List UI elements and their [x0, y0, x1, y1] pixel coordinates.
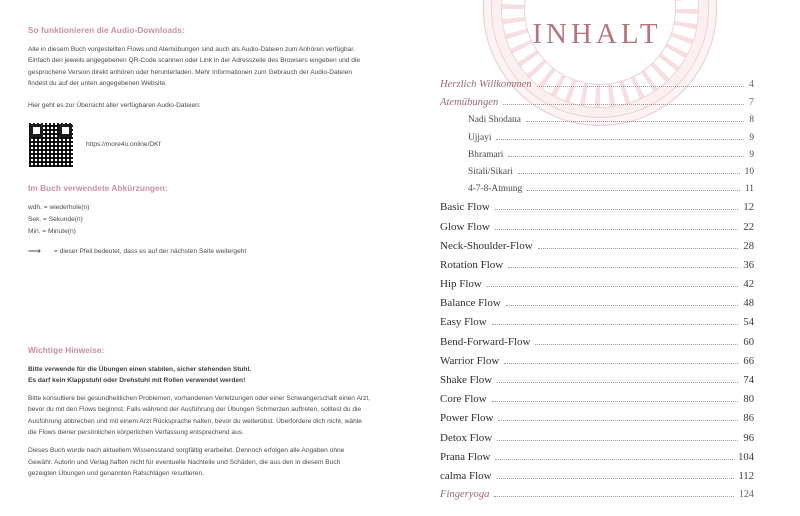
toc-label: Glow Flow — [440, 220, 490, 233]
toc-page-number: 8 — [749, 115, 754, 126]
toc-leader-dots — [495, 458, 733, 460]
toc-entry-easy-flow[interactable] — [440, 316, 754, 328]
toc-leader-dots — [497, 381, 738, 383]
list-item: wdh. = wiederhole(n) — [28, 203, 90, 211]
toc-leader-dots — [503, 103, 744, 105]
toc-entry-detox-flow[interactable] — [440, 432, 754, 444]
page-title: INHALT — [532, 18, 662, 50]
note-bold-line-2: Es darf kein Klappstuhl oder Drehstuhl mit Rollen verwendet werden! — [28, 376, 246, 384]
toc-page-number: 96 — [743, 432, 754, 444]
toc-entry-power-flow[interactable] — [440, 412, 754, 424]
audio-download-url[interactable]: https://more4u.online/DKf — [86, 141, 161, 149]
audio-overview-text: Hier geht es zur Übersicht aller verfügbaren Audio-Dateien: — [28, 102, 201, 110]
important-notes-heading: Wichtige Hinweise: — [28, 345, 105, 355]
toc-page-number: 104 — [738, 451, 754, 463]
toc-label: calma Flow — [440, 469, 492, 482]
toc-entry-prana-flow[interactable] — [440, 451, 754, 463]
note-bold-line-1: Bitte verwende für die Übungen einen stabilen, sicher stehenden Stuhl. — [28, 365, 252, 373]
toc-page-number: 54 — [743, 317, 754, 329]
toc-label: Core Flow — [440, 393, 487, 406]
note-paragraph-disclaimer: Dieses Buch wurde nach aktuellem Wissensstand sorgfältig erarbeitet. Dennoch erfolgen alle Angaben ohne Gewähr. Autorin und Verlag haften nicht für eventuelle Nachteile und Schäden, die aus den in diesem Buch gezeigten Übungen und genannten Ratschlägen resultieren. — [28, 447, 345, 478]
toc-label: Neck-Shoulder-Flow — [440, 239, 533, 252]
toc-leader-dots — [495, 228, 739, 230]
toc-label: Bend-Forward-Flow — [440, 335, 531, 348]
toc-label: Bhramari — [468, 149, 504, 160]
toc-label: Hip Flow — [440, 278, 482, 291]
spacer — [28, 168, 370, 184]
abbreviations-list — [28, 202, 370, 239]
toc-leader-dots — [537, 85, 744, 87]
toc-entry-hip-flow[interactable] — [440, 278, 754, 290]
audio-download-paragraph: Alle in diesem Buch vorgestellten Flows und Atemübungen sind auch als Audio-Dateien zum Anhören verfügbar. Einfach den jeweils angegebenen QR-Code scannen oder Link in der Adresszeile des Browsers eingeben und die gesprochene Version direkt anhören oder herunterladen. Mehr Informationen zum Gebrauch der Audio-Dateien findest du auf der unten angegebenen Website. — [28, 46, 361, 87]
toc-page-number: 28 — [743, 240, 754, 252]
toc-page-number: 66 — [743, 355, 754, 367]
list-item: Sek. = Sekunde(n) — [28, 215, 83, 223]
toc-leader-dots — [538, 247, 739, 249]
qr-row — [28, 122, 370, 168]
toc-entry-warrior-flow[interactable] — [440, 355, 754, 367]
toc-entry-glow-flow[interactable] — [440, 221, 754, 233]
toc-page-number: 4 — [748, 79, 754, 90]
toc-page-number: 124 — [738, 489, 754, 501]
toc-page-number: 74 — [743, 375, 754, 386]
toc-leader-dots — [535, 343, 738, 345]
right-page — [400, 0, 800, 516]
toc-label: Atemübungen — [440, 97, 499, 109]
toc-entry-calma-flow[interactable] — [440, 470, 754, 482]
toc-page-number: 42 — [743, 279, 754, 291]
toc-leader-dots — [487, 285, 739, 287]
toc-label: Basic Flow — [440, 201, 490, 214]
toc-label: Easy Flow — [440, 316, 487, 329]
table-of-contents — [440, 79, 754, 500]
toc-leader-dots — [506, 304, 739, 306]
toc-page-number: 9 — [749, 132, 754, 143]
toc-page-number: 36 — [743, 259, 754, 271]
toc-label: Shake Flow — [440, 374, 493, 386]
toc-entry-4-7-8-atmung[interactable] — [440, 184, 754, 194]
arrow-note — [28, 247, 370, 258]
spacer — [28, 258, 370, 346]
toc-page-number: 86 — [743, 413, 754, 425]
toc-entry-rotation-flow[interactable] — [440, 259, 754, 271]
toc-leader-dots — [492, 323, 739, 325]
toc-entry-fingeryoga[interactable] — [440, 489, 754, 500]
note-paragraph-health: Bitte konsultiere bei gesundheitlichen Problemen, vorhandenen Verletzungen oder einer Schwangerschaft einen Arzt, bevor du mit den Flows beginnst. Falls während der Ausführung der Übungen Schmerzen auftreten, solltest du die Ausführung abbrechen und mit einem Arzt Rücksprache halten, bevor du weiterübst. Überfordere dich nicht, wähle die Flows deiner persönlichen körperlichen Verfassung entsprechend aus. — [28, 395, 370, 437]
abbreviations-heading: Im Buch verwendete Abkürzungen: — [28, 183, 168, 193]
toc-entry-shake-flow[interactable] — [440, 374, 754, 386]
toc-leader-dots — [527, 189, 740, 191]
spacer — [28, 89, 370, 100]
toc-entry-sitali-sikari[interactable] — [440, 167, 754, 177]
toc-page-number: 112 — [738, 470, 754, 482]
toc-page-number: 60 — [743, 336, 754, 348]
toc-entry-balance-flow[interactable] — [440, 297, 754, 309]
toc-page-number: 11 — [744, 184, 754, 195]
qr-code-icon[interactable] — [28, 122, 74, 168]
arrow-right-icon: ⟶ — [28, 246, 41, 257]
toc-entry-bhramari[interactable] — [440, 150, 754, 160]
toc-leader-dots — [497, 477, 734, 479]
toc-leader-dots — [518, 172, 740, 174]
toc-leader-dots — [494, 495, 733, 497]
toc-label: Rotation Flow — [440, 258, 504, 271]
toc-page-number: 9 — [749, 149, 754, 160]
toc-label: Power Flow — [440, 412, 494, 425]
audio-download-heading: So funktionieren die Audio-Downloads: — [28, 26, 185, 35]
toc-label: Detox Flow — [440, 431, 493, 444]
toc-leader-dots — [498, 419, 738, 421]
toc-label: Herzlich Willkommen — [440, 79, 532, 90]
toc-page-number: 7 — [748, 97, 754, 109]
toc-leader-dots — [508, 266, 738, 268]
toc-leader-dots — [492, 400, 739, 402]
toc-leader-dots — [504, 362, 738, 364]
toc-entry-herzlich-willkommen[interactable] — [440, 79, 754, 90]
toc-label: Nadi Shodana — [468, 115, 521, 126]
note-bold-chair — [28, 364, 370, 386]
toc-page-number: 12 — [743, 202, 754, 214]
toc-leader-dots — [526, 120, 744, 122]
toc-leader-dots — [495, 208, 739, 210]
toc-entry-atemuebungen[interactable] — [440, 97, 754, 108]
toc-entry-neck-shoulder-flow[interactable] — [440, 240, 754, 252]
toc-entry-core-flow[interactable] — [440, 393, 754, 405]
toc-page-number: 10 — [744, 166, 754, 177]
toc-label: Sitali/Sikari — [468, 166, 513, 177]
list-item: Min. = Minute(n) — [28, 228, 76, 236]
toc-page-number: 80 — [743, 394, 754, 406]
toc-entry-bend-forward-flow[interactable] — [440, 336, 754, 348]
toc-label: 4-7-8-Atmung — [468, 184, 523, 195]
toc-label: Ujjayi — [468, 132, 492, 143]
toc-leader-dots — [497, 439, 738, 441]
arrow-note-text: = dieser Pfeil bedeutet, dass es auf der nächsten Seite weitergeht — [54, 248, 247, 256]
toc-label: Balance Flow — [440, 297, 501, 310]
toc-label: Warrior Flow — [440, 354, 500, 367]
toc-entry-ujjayi[interactable] — [440, 133, 754, 143]
toc-label: Prana Flow — [440, 450, 491, 463]
toc-page-number: 22 — [743, 221, 754, 233]
toc-leader-dots — [496, 138, 744, 140]
toc-label: Fingeryoga — [440, 489, 490, 501]
toc-entry-basic-flow[interactable] — [440, 201, 754, 213]
spacer — [28, 438, 370, 445]
toc-page-number: 48 — [743, 298, 754, 310]
toc-leader-dots — [508, 155, 744, 157]
toc-entry-nadi-shodana[interactable] — [440, 115, 754, 125]
